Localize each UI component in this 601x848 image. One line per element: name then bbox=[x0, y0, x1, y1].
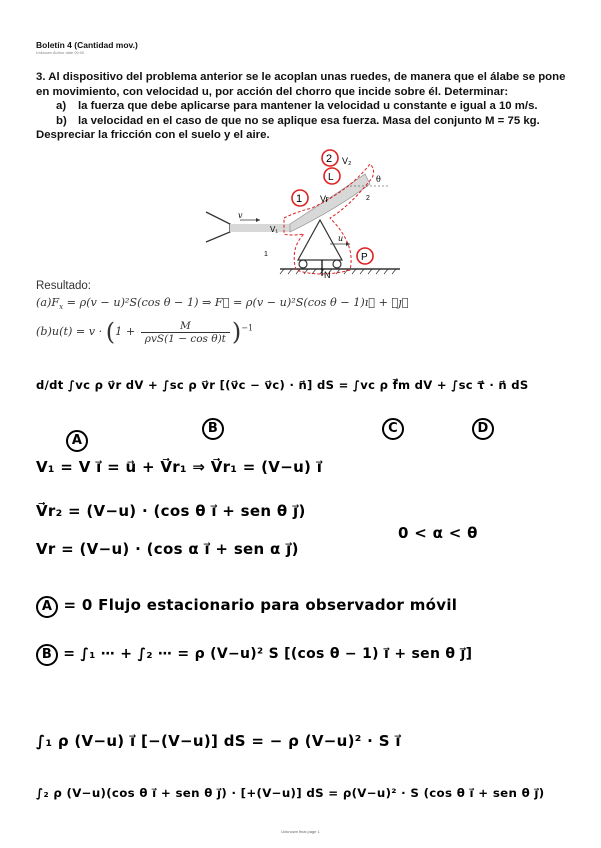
item-b-text: la velocidad en el caso de que no se aplique esa fuerza. Masa del conjunto M = 75 kg. bbox=[78, 114, 540, 127]
problem-closing: Despreciar la fricción con el suelo y el aire. bbox=[36, 129, 270, 142]
item-b-label: b) bbox=[56, 114, 67, 127]
wheel-right bbox=[333, 260, 341, 268]
problem-item-a bbox=[36, 99, 566, 114]
hw-a-eq: = 0 Flujo estacionario para observador móvil bbox=[63, 596, 458, 614]
label-v: v bbox=[238, 211, 243, 220]
hw-b-eq: = ∫₁ ⋯ + ∫₂ ⋯ = ρ (V−u)² S [(cos θ − 1) i⃗ + sen θ j⃗] bbox=[63, 646, 473, 662]
result-b-one: 1 + bbox=[115, 325, 139, 338]
result-a-sub: x bbox=[59, 303, 64, 312]
page-footer: Unknown final page 1 bbox=[281, 829, 320, 834]
label-v1: V₁ bbox=[270, 225, 279, 234]
hw-main-equation: d/dt ∫vc ρ v⃗r dV + ∫sc ρ v⃗r [(v⃗c − v⃗c) · n⃗] dS = ∫vc ρ f⃗m dV + ∫sc τ⃗ · n⃗ dS bbox=[36, 378, 529, 392]
result-b-fraction bbox=[141, 320, 230, 345]
result-b: (b)u(t) = v · (1 + $\frac{M}{\text{ρvS(1 − cos θ)t}}$ )$^{-1}$ bbox=[36, 318, 254, 346]
hw-vr: Vr = (V−u) · (cos α i⃗ + sen α j⃗) bbox=[36, 540, 299, 558]
jet-stream bbox=[230, 224, 290, 232]
vane-diagram bbox=[200, 148, 410, 278]
result-b-num: M bbox=[141, 320, 230, 333]
circle-2-label: 2 bbox=[326, 153, 333, 165]
result-a-prefix: (a)F bbox=[36, 296, 60, 309]
hw-v2: V⃗r₂ = (V−u) · (cos θ i⃗ + sen θ j⃗) bbox=[36, 502, 306, 520]
label-theta: θ bbox=[376, 175, 381, 184]
label-2: 2 bbox=[366, 195, 370, 202]
result-a-body: = ρ(v − u)²S(cos θ − 1) ⇒ F⃗ = ρ(v − u)²S(cos θ − 1)ı⃗ + ⋯ȷ⃗ bbox=[63, 296, 409, 309]
result-b-prefix: (b)u(t) = v · bbox=[36, 325, 106, 338]
support-triangle bbox=[298, 220, 342, 260]
problem-item-b bbox=[36, 114, 566, 129]
hw-b-row bbox=[36, 644, 472, 666]
circle-L-label: L bbox=[328, 172, 334, 183]
problem-statement bbox=[36, 70, 566, 143]
label-v2: V₂ bbox=[342, 156, 352, 166]
item-a-text: la fuerza que debe aplicarse para mantener la velocidad u constante e igual a 10 m/s. bbox=[78, 100, 538, 113]
hw-a-row bbox=[36, 596, 457, 618]
circle-1-label: 1 bbox=[296, 193, 303, 205]
hw-int1: ∫₁ ρ (V−u) i⃗ [−(V−u)] dS = − ρ (V−u)² · S i⃗ bbox=[36, 732, 401, 750]
hw-label-a: A bbox=[66, 430, 88, 452]
hw-inequality: 0 < α < θ bbox=[398, 524, 478, 542]
document-meta: Unknown Author date 00:00 bbox=[36, 51, 85, 55]
wheel-left bbox=[299, 260, 307, 268]
hw-a-label: A bbox=[36, 596, 58, 618]
hw-v1: V₁ = V i⃗ = u⃗ + V⃗r₁ ⇒ V⃗r₁ = (V−u) i⃗ bbox=[36, 458, 323, 476]
circle-P-label: P bbox=[361, 252, 368, 263]
nozzle-shape bbox=[206, 212, 230, 242]
label-u: u bbox=[338, 234, 344, 243]
result-b-exp: −1 bbox=[241, 323, 254, 333]
hw-label-c: C bbox=[382, 418, 404, 440]
hw-label-b: B bbox=[202, 418, 224, 440]
hw-b-label: B bbox=[36, 644, 58, 666]
problem-intro: 3. Al dispositivo del problema anterior se le acoplan unas ruedes, de manera que el álabe se pone en movimiento, con velocidad u, por acción del chorro que incide sobre él. Determinar: bbox=[36, 71, 566, 98]
result-label: Resultado: bbox=[36, 280, 91, 292]
label-N: N bbox=[324, 270, 331, 278]
result-b-den: ρvS(1 − cos θ)t bbox=[144, 332, 226, 345]
document-title: Boletín 4 (Cantidad mov.) bbox=[36, 40, 138, 50]
hw-int2: ∫₂ ρ (V−u)(cos θ i⃗ + sen θ j⃗) · [+(V−u)] dS = ρ(V−u)² · S (cos θ i⃗ + sen θ j⃗) bbox=[36, 786, 545, 800]
label-vr: Vr bbox=[320, 194, 329, 204]
hw-label-d: D bbox=[472, 418, 494, 440]
ground-hatch bbox=[280, 269, 396, 274]
result-a bbox=[36, 296, 408, 311]
label-1: 1 bbox=[264, 251, 268, 258]
item-a-label: a) bbox=[56, 100, 67, 113]
